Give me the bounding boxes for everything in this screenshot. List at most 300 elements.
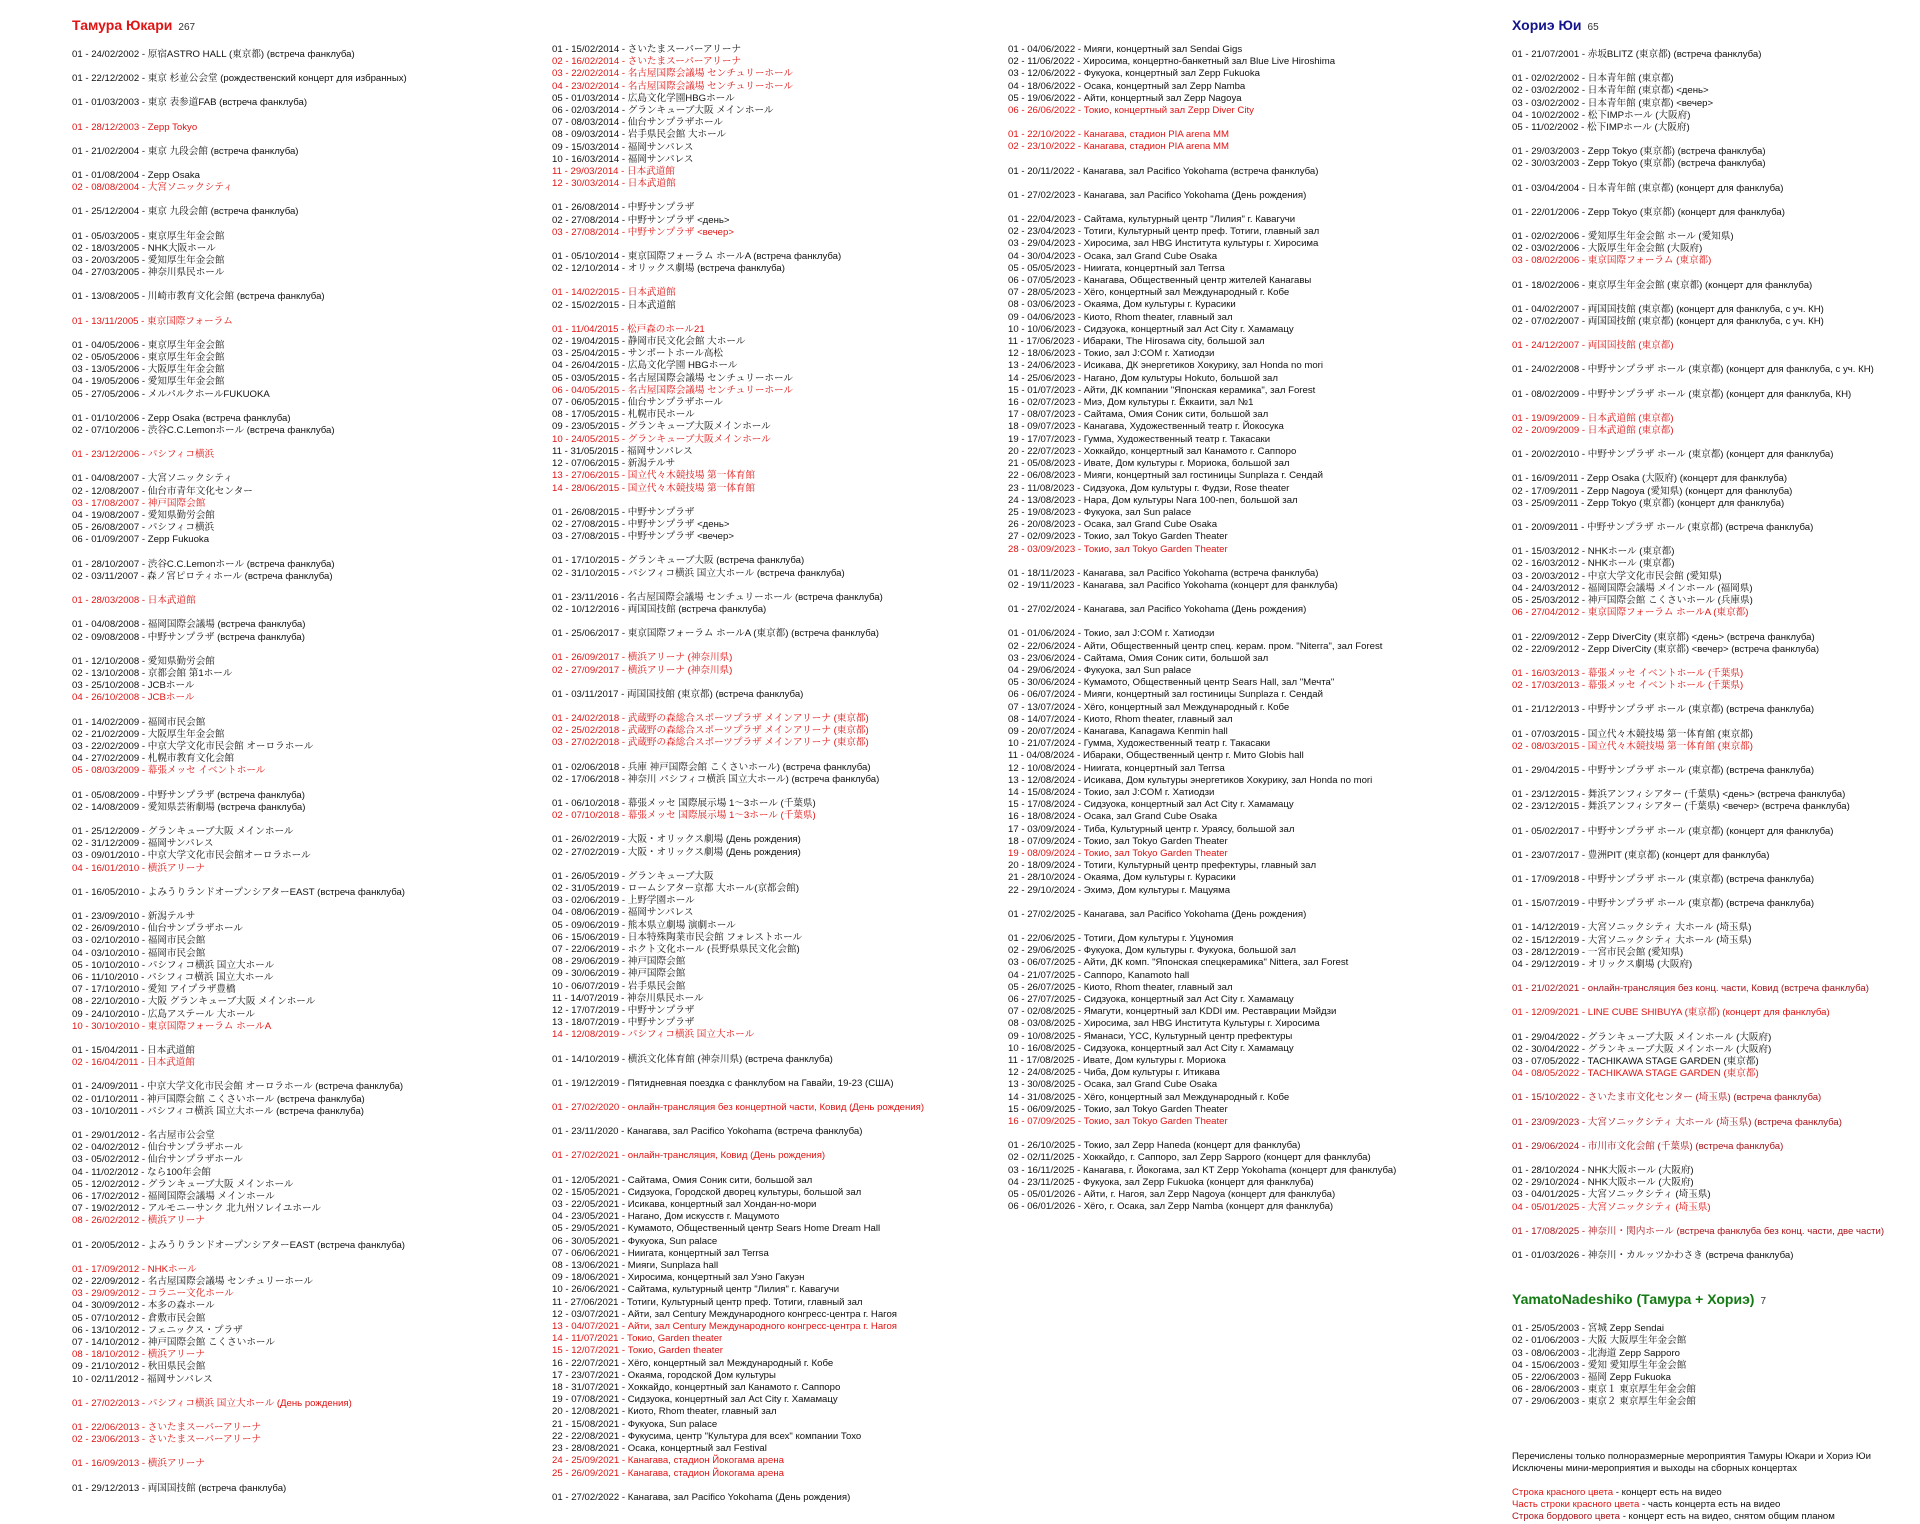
event-group bbox=[552, 834, 1002, 858]
event-group bbox=[1512, 473, 1912, 510]
event-item: 02 - 03/11/2007 - 森ノ宮ピロティホール (встреча фанклуба) bbox=[72, 570, 333, 582]
event-item: 01 - 17/08/2025 - 神奈川・関内ホール (встреча фанклуба без конц. части, две части) bbox=[1512, 1225, 1885, 1237]
event-item: 03 - 23/06/2024 - Сайтама, Омия Соник сити, большой зал bbox=[1008, 652, 1269, 664]
group-gap bbox=[552, 859, 1002, 871]
event-item: 01 - 02/02/2006 - 愛知厚生年金会館 ホール (愛知県) bbox=[1512, 231, 1734, 243]
event-item: 01 - 27/02/2013 - パシフィコ横浜 国立大ホール (День рождения) bbox=[72, 1397, 352, 1409]
event-item: 01 - 01/06/2024 - Токио, зал J:COM г. Хатиодзи bbox=[1008, 628, 1215, 640]
event-group bbox=[72, 97, 542, 109]
event-item: 01 - 22/06/2013 - さいたまスーパーアリーナ bbox=[72, 1422, 262, 1434]
event-group bbox=[1512, 207, 1912, 219]
event-item: 19 - 17/07/2023 - Гумма, Художественный театр г. Такасаки bbox=[1008, 433, 1271, 445]
event-group bbox=[552, 871, 1002, 1042]
group-gap bbox=[1008, 202, 1508, 214]
event-item: 02 - 12/08/2007 - 仙台市青年文化センター bbox=[72, 485, 253, 497]
event-group bbox=[72, 619, 542, 643]
group-gap bbox=[72, 814, 542, 826]
event-item: 06 - 27/07/2025 - Сидзуока, концертный зал Act City г. Хамамацу bbox=[1008, 994, 1294, 1006]
group-gap bbox=[1008, 1128, 1508, 1140]
event-group bbox=[72, 1483, 542, 1495]
event-item: 04 - 05/01/2025 - 大宮ソニックシティ (埼玉県) bbox=[1512, 1201, 1711, 1213]
event-item: 02 - 19/11/2023 - Канагава, зал Pacifico Yokohama (концерт для фанклуба) bbox=[1008, 579, 1338, 591]
event-group bbox=[1512, 522, 1912, 534]
event-item: 01 - 20/02/2010 - 中野サンプラザ ホール (東京都) (концерт для фанклуба) bbox=[1512, 449, 1834, 461]
event-item: 15 - 01/07/2023 - Айти, ДК компании "Японская керамика", зал Forest bbox=[1008, 384, 1316, 396]
event-group bbox=[1512, 1250, 1912, 1262]
event-item: 10 - 16/03/2014 - 福岡サンパレス bbox=[552, 153, 694, 165]
yamato-event-item: 03 - 08/06/2003 - 北海道 Zepp Sapporo bbox=[1512, 1347, 1680, 1359]
event-item: 01 - 14/02/2009 - 福岡市民会館 bbox=[72, 716, 206, 728]
group-gap bbox=[72, 1471, 542, 1483]
event-group bbox=[1512, 668, 1912, 692]
event-item: 01 - 17/10/2015 - グランキューブ大阪 (встреча фанклуба) bbox=[552, 555, 805, 567]
event-item: 01 - 25/12/2009 - グランキューブ大阪 メインホール bbox=[72, 825, 294, 837]
event-item: 02 - 15/05/2021 - Сидзуока, Городской дворец культуры, большой зал bbox=[552, 1186, 862, 1198]
event-item: 13 - 27/06/2015 - 国立代々木競技場 第一体育館 bbox=[552, 470, 756, 482]
event-group bbox=[72, 49, 542, 61]
event-item: 08 - 13/06/2021 - Мияги, Sunplaza hall bbox=[552, 1260, 719, 1272]
event-item: 14 - 12/08/2019 - パシフィコ横浜 国立大ホール bbox=[552, 1029, 755, 1041]
event-item: 05 - 08/03/2009 - 幕張メッセ イベントホール bbox=[72, 765, 266, 777]
event-item: 02 - 31/12/2009 - 福岡サンパレス bbox=[72, 838, 214, 850]
event-item: 09 - 21/10/2012 - 秋田県民会館 bbox=[72, 1361, 206, 1373]
group-gap bbox=[1512, 377, 1912, 389]
event-item: 04 - 16/01/2010 - 横浜アリーナ bbox=[72, 862, 205, 874]
yamato-count: 7 bbox=[1760, 1296, 1767, 1308]
event-item: 02 - 10/12/2016 - 両国国技館 (встреча фанклуба) bbox=[552, 603, 767, 615]
horie-name: Хориэ Юи bbox=[1512, 17, 1582, 33]
event-item: 15 - 06/09/2025 - Токио, зал Tokyo Garden Theater bbox=[1008, 1103, 1228, 1115]
group-gap bbox=[72, 899, 542, 911]
event-item: 03 - 25/04/2015 - サンポートホール高松 bbox=[552, 348, 724, 360]
event-item: 09 - 10/08/2025 - Яманаси, YCC, Культурный центр префектуры bbox=[1008, 1030, 1293, 1042]
event-group bbox=[1512, 1117, 1912, 1129]
event-item: 04 - 24/03/2012 - 福岡国際会議場 メインホール (福岡県) bbox=[1512, 582, 1753, 594]
event-item: 03 - 29/09/2012 - コラニー文化ホール bbox=[72, 1288, 234, 1300]
group-gap bbox=[72, 461, 542, 473]
group-gap bbox=[72, 1252, 542, 1264]
event-item: 01 - 12/09/2021 - LINE CUBE SHIBUYA (東京都) (концерт для фанклуба) bbox=[1512, 1007, 1830, 1019]
event-item: 02 - 19/04/2015 - 静岡市民文化会館 大ホール bbox=[552, 336, 746, 348]
group-gap bbox=[552, 786, 1002, 798]
group-gap bbox=[1008, 178, 1508, 190]
group-gap bbox=[1512, 862, 1912, 874]
event-item: 01 - 01/08/2004 - Zepp Osaka bbox=[72, 170, 200, 182]
event-item: 01 - 26/02/2019 - 大阪・オリックス劇場 (День рождения) bbox=[552, 834, 801, 846]
event-item: 03 - 10/10/2011 - パシフィコ横浜 国立大ホール (встреча фанклуба) bbox=[72, 1105, 364, 1117]
event-group bbox=[72, 717, 542, 778]
event-item: 02 - 15/12/2019 - 大宮ソニックシティ 大ホール (埼玉県) bbox=[1512, 934, 1752, 946]
event-item: 01 - 27/02/2020 - онлайн-трансляция без концертной части, Ковид (День рождения) bbox=[552, 1102, 925, 1114]
group-gap bbox=[1008, 616, 1508, 628]
event-item: 01 - 01/10/2006 - Zepp Osaka (встреча фанклуба) bbox=[72, 412, 291, 424]
event-item: 13 - 04/07/2021 - Айти, зал Century Международного конгресс-центра г. Нагоя bbox=[552, 1321, 897, 1333]
event-item: 02 - 04/02/2012 - 仙台サンプラザホール bbox=[72, 1142, 244, 1154]
event-item: 01 - 04/06/2022 - Мияги, концертный зал Sendai Gigs bbox=[1008, 44, 1243, 55]
event-item: 11 - 17/08/2025 - Ивате, Дом культуры г. Мориока bbox=[1008, 1055, 1226, 1067]
event-item: 02 - 09/08/2008 - 中野サンプラザ (встреча фанклуба) bbox=[72, 631, 305, 643]
event-item: 02 - 05/05/2006 - 東京厚生年金会館 bbox=[72, 352, 225, 364]
group-gap bbox=[1512, 971, 1912, 983]
group-gap bbox=[1512, 717, 1912, 729]
event-item: 04 - 18/06/2022 - Осака, концертный зал Zepp Namba bbox=[1008, 80, 1246, 92]
event-item: 02 - 17/03/2013 - 幕張メッセ イベントホール (千葉県) bbox=[1512, 680, 1744, 692]
event-item: 04 - 23/11/2025 - Фукуока, зал Zepp Fukuoka (концерт для фанклуба) bbox=[1008, 1176, 1314, 1188]
group-gap bbox=[72, 1033, 542, 1045]
event-item: 03 - 22/02/2014 - 名古屋国際会議場 センチュリーホール bbox=[552, 68, 794, 80]
group-gap bbox=[1512, 1080, 1912, 1092]
event-item: 06 - 06/01/2026 - Хёго, г. Осака, зал Zepp Namba (концерт для фанклуба) bbox=[1008, 1201, 1334, 1213]
group-gap bbox=[72, 583, 542, 595]
event-item: 02 - 25/02/2018 - 武蔵野の森総合スポーツプラザ メインアリーナ (東京都) bbox=[552, 725, 869, 737]
event-group bbox=[1512, 73, 1912, 134]
event-group bbox=[1512, 304, 1912, 328]
event-item: 03 - 04/01/2025 - 大宮ソニックシティ (埼玉県) bbox=[1512, 1189, 1711, 1201]
event-item: 09 - 04/06/2023 - Киото, Rhom theater, главный зал bbox=[1008, 311, 1233, 323]
event-item: 05 - 19/06/2022 - Айти, концертный зал Zepp Nagoya bbox=[1008, 92, 1242, 104]
group-gap bbox=[72, 304, 542, 316]
event-group bbox=[552, 1054, 1002, 1066]
event-group bbox=[1512, 1165, 1912, 1214]
event-item: 01 - 22/10/2022 - Канагава, стадион PIA arena MM bbox=[1008, 129, 1230, 141]
event-item: 02 - 27/02/2019 - 大阪・オリックス劇場 (День рождения) bbox=[552, 846, 801, 858]
group-gap bbox=[72, 194, 542, 206]
group-gap bbox=[552, 1090, 1002, 1102]
event-item: 01 - 29/04/2022 - グランキューブ大阪 メインホール (大阪府) bbox=[1512, 1031, 1772, 1043]
group-gap bbox=[1512, 61, 1912, 73]
event-item: 03 - 16/11/2025 - Канагава, г. Йокогама, зал KT Zepp Yokohama (концерт для фанклуба) bbox=[1008, 1164, 1397, 1176]
event-item: 01 - 05/02/2017 - 中野サンプラザ ホール (東京都) (концерт для фанклуба) bbox=[1512, 825, 1834, 837]
event-group bbox=[1008, 190, 1508, 202]
event-item: 02 - 22/06/2024 - Айти, Общественный центр спец. керам. пром. "Niterra", зал Forest bbox=[1008, 640, 1383, 652]
event-item: 18 - 07/09/2024 - Токио, зал Tokyo Garden Theater bbox=[1008, 835, 1228, 847]
event-item: 01 - 27/02/2021 - онлайн-трансляция, Ковид (День рождения) bbox=[552, 1150, 826, 1162]
event-item: 02 - 27/08/2014 - 中野サンプラザ <день> bbox=[552, 214, 730, 226]
event-item: 02 - 08/03/2015 - 国立代々木競技場 第一体育館 (東京都) bbox=[1512, 740, 1753, 752]
event-item: 03 - 13/05/2006 - 大阪厚生年金会館 bbox=[72, 364, 225, 376]
horie-column bbox=[1512, 0, 1912, 1524]
event-item: 04 - 30/09/2012 - 本多の森ホール bbox=[72, 1300, 215, 1312]
group-gap bbox=[72, 61, 542, 73]
event-item: 01 - 26/05/2019 - グランキューブ大阪 bbox=[552, 870, 714, 882]
event-item: 21 - 28/10/2024 - Окаяма, Дом культуры г. Курасики bbox=[1008, 872, 1236, 884]
event-item: 22 - 06/08/2023 - Мияги, концертный зал гостиницы Sunplaza г. Сендай bbox=[1008, 470, 1323, 482]
event-item: 14 - 31/08/2025 - Хёго, концертный зал Международный г. Кобе bbox=[1008, 1091, 1290, 1103]
event-item: 01 - 27/02/2023 - Канагава, зал Pacifico Yokohama (День рождения) bbox=[1008, 189, 1307, 201]
event-item: 01 - 23/12/2006 - パシフィコ横浜 bbox=[72, 449, 215, 461]
event-item: 01 - 27/02/2025 - Канагава, зал Pacifico Yokohama (День рождения) bbox=[1008, 908, 1307, 920]
event-item: 01 - 27/02/2024 - Канагава, зал Pacifico Yokohama (День рождения) bbox=[1008, 604, 1307, 616]
event-group bbox=[72, 1458, 542, 1470]
event-item: 04 - 10/02/2002 - 松下IMPホール (大阪府) bbox=[1512, 109, 1691, 121]
event-item: 03 - 27/08/2014 - 中野サンプラザ <вечер> bbox=[552, 226, 734, 238]
event-item: 06 - 06/07/2024 - Мияги, концертный зал гостиницы Sunplaza г. Сендай bbox=[1008, 689, 1323, 701]
event-item: 05 - 10/10/2010 - パシフィコ横浜 国立大ホール bbox=[72, 959, 275, 971]
event-group bbox=[1008, 933, 1508, 1128]
group-gap bbox=[1512, 328, 1912, 340]
event-item: 07 - 17/10/2010 - 愛知 アイプラザ豊橋 bbox=[72, 984, 236, 996]
group-gap bbox=[72, 607, 542, 619]
event-item: 03 - 27/02/2018 - 武蔵野の森総合スポーツプラザ メインアリーナ (東京都) bbox=[552, 737, 869, 749]
event-item: 01 - 22/06/2025 - Тотиги, Дом культуры г. Уцуномия bbox=[1008, 933, 1234, 944]
group-gap bbox=[1512, 292, 1912, 304]
group-gap bbox=[1512, 437, 1912, 449]
event-group bbox=[1512, 826, 1912, 838]
event-item: 01 - 23/07/2017 - 豊洲PIT (東京都) (концерт для фанклуба) bbox=[1512, 849, 1770, 861]
event-item: 06 - 15/06/2019 - 日本特殊陶業市民会館 フォレストホール bbox=[552, 931, 803, 943]
yamato-list bbox=[1512, 1323, 1912, 1408]
event-group bbox=[1512, 449, 1912, 461]
event-group bbox=[72, 1240, 542, 1252]
event-item: 02 - 23/04/2023 - Тотиги, Культурный центр преф. Тотиги, главный зал bbox=[1008, 226, 1320, 238]
group-gap bbox=[72, 134, 542, 146]
event-item: 01 - 13/08/2005 - 川崎市教育文化会館 (встреча фанклуба) bbox=[72, 291, 325, 303]
group-gap bbox=[72, 158, 542, 170]
group-gap bbox=[1512, 1214, 1912, 1226]
event-item: 04 - 27/03/2005 - 神奈川県民ホール bbox=[72, 267, 225, 279]
event-item: 01 - 04/08/2008 - 福岡国際会議場 (встреча фанклуба) bbox=[72, 619, 306, 631]
event-item: 02 - 01/10/2011 - 神戸国際会館 こくさいホール (встреча фанклуба) bbox=[72, 1093, 365, 1105]
event-item: 16 - 07/09/2025 - Токио, зал Tokyo Garden Theater bbox=[1008, 1116, 1228, 1128]
group-gap bbox=[72, 328, 542, 340]
notes bbox=[1512, 1451, 1912, 1524]
event-item: 01 - 04/05/2006 - 東京厚生年金会館 bbox=[72, 339, 225, 351]
event-item: 05 - 01/03/2014 - 広島文化学園HBGホール bbox=[552, 92, 735, 104]
event-group bbox=[552, 44, 1002, 190]
event-item: 03 - 27/08/2015 - 中野サンプラザ <вечер> bbox=[552, 531, 734, 543]
event-group bbox=[72, 449, 542, 461]
event-item: 01 - 15/03/2012 - NHKホール (東京都) bbox=[1512, 546, 1675, 558]
group-gap bbox=[1512, 352, 1912, 364]
event-item: 09 - 24/10/2010 - 広島アステール 大ホール bbox=[72, 1008, 255, 1020]
event-item: 02 - 31/05/2019 - ロームシアター京都 大ホール(京都会館) bbox=[552, 882, 800, 894]
event-group bbox=[1008, 628, 1508, 896]
event-item: 01 - 22/01/2006 - Zepp Tokyo (東京都) (концерт для фанклуба) bbox=[1512, 206, 1785, 218]
event-item: 12 - 10/08/2024 - Ниигата, концертный зал Terrsa bbox=[1008, 762, 1225, 774]
event-item: 02 - 18/03/2005 - NHK大阪ホール bbox=[72, 242, 216, 254]
event-item: 01 - 18/11/2023 - Канагава, зал Pacifico Yokohama (встреча фанклуба) bbox=[1008, 567, 1319, 579]
event-item: 02 - 03/02/2006 - 大阪厚生年金会館 (大阪府) bbox=[1512, 243, 1703, 255]
event-group bbox=[1512, 850, 1912, 862]
group-gap bbox=[552, 1163, 1002, 1175]
group-gap bbox=[72, 110, 542, 122]
event-item: 03 - 28/12/2019 - 一宮市民会館 (愛知県) bbox=[1512, 946, 1684, 958]
tamura-title bbox=[72, 16, 542, 37]
group-gap bbox=[72, 85, 542, 97]
yamato-name: YamatoNadeshiko (Тамура + Хориэ) bbox=[1512, 1291, 1755, 1308]
event-item: 01 - 29/03/2003 - Zepp Tokyo (東京都) (встреча фанклуба) bbox=[1512, 146, 1766, 158]
event-list bbox=[72, 49, 542, 1495]
event-item: 01 - 29/12/2013 - 両国国技館 (встреча фанклуба) bbox=[72, 1482, 287, 1494]
yamato-title bbox=[1512, 1290, 1912, 1311]
group-gap bbox=[1512, 401, 1912, 413]
event-item: 08 - 18/10/2012 - 横浜アリーナ bbox=[72, 1349, 205, 1361]
group-gap bbox=[72, 1386, 542, 1398]
event-item: 01 - 21/07/2001 - 赤坂BLITZ (東京都) (встреча фанклуба) bbox=[1512, 49, 1762, 60]
event-item: 07 - 08/03/2014 - 仙台サンプラザホール bbox=[552, 117, 724, 129]
event-item: 10 - 26/06/2021 - Сайтама, культурный центр "Лилия" г. Кавагучи bbox=[552, 1284, 840, 1296]
event-item: 02 - 21/02/2009 - 大阪厚生年金会館 bbox=[72, 728, 225, 740]
event-item: 01 - 14/10/2019 - 横浜文化体育館 (神奈川県) (встреча фанклуба) bbox=[552, 1053, 833, 1065]
group-gap bbox=[1512, 886, 1912, 898]
group-gap bbox=[552, 1066, 1002, 1078]
event-item: 03 - 07/05/2022 - TACHIKAWA STAGE GARDEN (東京都) bbox=[1512, 1055, 1759, 1067]
event-item: 03 - 22/05/2021 - Исикава, концертный зал Хондан-но-мори bbox=[552, 1199, 817, 1211]
event-item: 10 - 02/11/2012 - 福岡サンパレス bbox=[72, 1373, 213, 1385]
event-group bbox=[552, 628, 1002, 640]
event-group bbox=[72, 790, 542, 814]
event-item: 22 - 22/08/2021 - Фукусима, центр "Культура для всех" компании Тохо bbox=[552, 1430, 862, 1442]
event-item: 13 - 12/08/2024 - Исикава, Дом культуры энергетиков Хокурику, зал Honda no mori bbox=[1008, 774, 1373, 786]
event-item: 19 - 08/09/2024 - Токио, зал Tokyo Garden Theater bbox=[1008, 847, 1228, 859]
event-item: 01 - 15/07/2019 - 中野サンプラザ ホール (東京都) (встреча фанклуба) bbox=[1512, 898, 1815, 910]
event-item: 01 - 07/03/2015 - 国立代々木競技場 第一体育館 (東京都) bbox=[1512, 728, 1753, 740]
event-item: 01 - 21/02/2004 - 東京 九段会館 (встреча фанклуба) bbox=[72, 145, 299, 157]
event-group bbox=[1512, 983, 1912, 995]
event-group bbox=[72, 1081, 542, 1118]
event-item: 17 - 08/07/2023 - Сайтама, Омия Соник сити, большой зал bbox=[1008, 409, 1269, 421]
event-item: 11 - 29/03/2014 - 日本武道館 bbox=[552, 166, 675, 178]
event-group bbox=[552, 762, 1002, 786]
event-item: 01 - 20/09/2011 - 中野サンプラザ ホール (東京都) (встреча фанклуба) bbox=[1512, 522, 1814, 534]
event-group bbox=[552, 1102, 1002, 1114]
event-item: 05 - 26/07/2025 - Киото, Rhom theater, главный зал bbox=[1008, 981, 1233, 993]
event-item: 18 - 31/07/2021 - Хоккайдо, концертный зал Канамото г. Саппоро bbox=[552, 1382, 841, 1394]
event-group bbox=[1512, 49, 1912, 61]
event-item: 04 - 26/04/2015 - 広島文化学園 HBGホール bbox=[552, 360, 738, 372]
event-item: 07 - 14/10/2012 - 神戸国際会館 こくさいホール bbox=[72, 1337, 275, 1349]
event-item: 02 - 11/06/2022 - Хиросима, концертно-банкетный зал Blue Live Hiroshima bbox=[1008, 56, 1336, 68]
event-item: 02 - 27/08/2015 - 中野サンプラザ <день> bbox=[552, 518, 730, 530]
event-group bbox=[1512, 789, 1912, 813]
event-item: 01 - 26/08/2015 - 中野サンプラザ bbox=[552, 506, 695, 518]
event-item: 03 - 25/10/2008 - JCBホール bbox=[72, 680, 195, 692]
group-gap bbox=[1512, 692, 1912, 704]
group-gap bbox=[1512, 777, 1912, 789]
event-item: 01 - 24/12/2007 - 両国国技館 (東京都) bbox=[1512, 340, 1674, 352]
event-group bbox=[1512, 389, 1912, 401]
event-item: 05 - 27/05/2006 - メルパルクホールFUKUOKA bbox=[72, 388, 270, 400]
group-gap bbox=[552, 677, 1002, 689]
event-item: 24 - 25/09/2021 - Канагава, стадион Йокогама арена bbox=[552, 1455, 784, 1467]
event-item: 06 - 11/10/2010 - パシフィコ横浜 国立大ホール bbox=[72, 971, 274, 983]
group-gap bbox=[72, 547, 542, 559]
event-item: 01 - 24/02/2002 - 原宿ASTRO HALL (東京都) (встреча фанклуба) bbox=[72, 49, 355, 60]
event-item: 11 - 17/06/2023 - Ибараки, The Hirosawa city, большой зал bbox=[1008, 336, 1265, 348]
event-group bbox=[1008, 1140, 1508, 1213]
event-item: 07 - 06/05/2015 - 仙台サンプラザホール bbox=[552, 397, 724, 409]
event-item: 03 - 20/03/2012 - 中京大学文化市民会館 (愛知県) bbox=[1512, 570, 1722, 582]
event-item: 20 - 22/07/2023 - Хоккайдо, концертный зал Канамото г. Саппоро bbox=[1008, 445, 1297, 457]
event-item: 01 - 17/09/2012 - NHKホール bbox=[72, 1263, 197, 1275]
group-gap bbox=[72, 1069, 542, 1081]
event-item: 11 - 27/06/2021 - Тотиги, Культурный центр преф. Тотиги, главный зал bbox=[552, 1296, 863, 1308]
event-item: 05 - 05/05/2023 - Ниигата, концертный зал Terrsa bbox=[1008, 262, 1225, 274]
event-item: 05 - 11/02/2002 - 松下IMPホール (大阪府) bbox=[1512, 122, 1690, 134]
tamura-count: 267 bbox=[178, 22, 196, 33]
event-item: 01 - 28/12/2003 - Zepp Tokyo bbox=[72, 121, 198, 133]
event-item: 01 - 26/09/2017 - 横浜アリーナ (神奈川県) bbox=[552, 652, 733, 664]
event-item: 07 - 19/02/2012 - アルモニーサンク 北九州ソレイユホール bbox=[72, 1203, 321, 1215]
event-group bbox=[1512, 183, 1912, 195]
event-item: 01 - 21/12/2013 - 中野サンプラザ ホール (東京都) (встреча фанклуба) bbox=[1512, 704, 1815, 716]
event-item: 01 - 15/04/2011 - 日本武道館 bbox=[72, 1044, 195, 1056]
group-gap bbox=[1512, 1238, 1912, 1250]
event-item: 06 - 04/05/2015 - 名古屋国際会議場 センチュリーホール bbox=[552, 384, 794, 396]
group-gap bbox=[1512, 814, 1912, 826]
horie-title bbox=[1512, 16, 1912, 37]
group-gap bbox=[72, 1410, 542, 1422]
event-item: 03 - 05/02/2012 - 仙台サンプラザホール bbox=[72, 1154, 244, 1166]
event-item: 02 - 08/08/2004 - 大宮ソニックシティ bbox=[72, 182, 233, 194]
yamato-event-item: 05 - 22/06/2003 - 福岡 Zepp Fukuoka bbox=[1512, 1372, 1671, 1384]
event-item: 09 - 20/07/2024 - Канагава, Kanagawa Kenmin hall bbox=[1008, 725, 1228, 737]
event-item: 04 - 19/05/2006 - 愛知厚生年金会館 bbox=[72, 376, 225, 388]
event-item: 02 - 26/09/2010 - 仙台サンプラザホール bbox=[72, 923, 244, 935]
group-gap bbox=[1008, 921, 1508, 933]
event-item: 01 - 04/08/2007 - 大宮ソニックシティ bbox=[72, 473, 233, 485]
event-group bbox=[1512, 632, 1912, 656]
group-gap bbox=[1512, 995, 1912, 1007]
legend-red-rest: - концерт есть на видео bbox=[1613, 1487, 1722, 1499]
event-item: 19 - 07/08/2021 - Сидзуока, концертный зал Act City г. Хамамацу bbox=[552, 1394, 838, 1406]
group-gap bbox=[552, 640, 1002, 652]
event-item: 13 - 24/06/2023 - Исикава, ДК энергетиков Хокурику, зал Honda no mori bbox=[1008, 360, 1323, 372]
event-item: 09 - 18/06/2021 - Хиросима, концертный зал Уэно Гакуэн bbox=[552, 1272, 805, 1284]
event-item: 02 - 20/09/2009 - 日本武道館 (東京都) bbox=[1512, 425, 1674, 437]
event-item: 03 - 29/04/2023 - Хиросима, зал HBG Института культуры г. Хиросима bbox=[1008, 238, 1319, 250]
event-group bbox=[72, 559, 542, 583]
group-gap bbox=[1512, 656, 1912, 668]
event-item: 03 - 03/02/2002 - 日本青年館 (東京都) <вечер> bbox=[1512, 97, 1714, 109]
event-item: 01 - 19/12/2019 - Пятидневная поездка с фанклубом на Гавайи, 19-23 (США) bbox=[552, 1077, 894, 1089]
event-group bbox=[552, 507, 1002, 544]
group-gap bbox=[1512, 838, 1912, 850]
event-item: 12 - 18/06/2023 - Токио, зал J:COM г. Хатиодзи bbox=[1008, 348, 1215, 360]
event-group bbox=[72, 887, 542, 899]
event-item: 12 - 17/07/2019 - 中野サンプラザ bbox=[552, 1005, 695, 1016]
group-gap bbox=[552, 822, 1002, 834]
group-gap bbox=[1512, 1129, 1912, 1141]
event-item: 01 - 22/09/2012 - Zepp DiverCity (東京都) <день> (встреча фанклуба) bbox=[1512, 631, 1815, 643]
group-gap bbox=[1512, 510, 1912, 522]
event-item: 01 - 20/11/2022 - Канагава, зал Pacifico Yokohama (встреча фанклуба) bbox=[1008, 165, 1319, 177]
event-item: 07 - 28/05/2023 - Хёго, концертный зал Международный г. Кобе bbox=[1008, 287, 1290, 299]
event-item: 02 - 13/10/2008 - 京都会館 第1ホール bbox=[72, 667, 233, 679]
group-gap bbox=[1512, 219, 1912, 231]
event-item: 02 - 12/10/2014 - オリックス劇場 (встреча фанклуба) bbox=[552, 263, 785, 275]
event-item: 02 - 29/06/2025 - Фукуока, Дом культуры г. Фукуока, большой зал bbox=[1008, 945, 1296, 957]
event-item: 01 - 05/08/2009 - 中野サンプラザ (встреча фанклуба) bbox=[72, 789, 305, 801]
group-gap bbox=[72, 705, 542, 717]
event-group bbox=[72, 170, 542, 194]
event-item: 01 - 26/08/2014 - 中野サンプラザ bbox=[552, 202, 695, 214]
event-item: 02 - 30/03/2003 - Zepp Tokyo (東京都) (встреча фанклуба) bbox=[1512, 158, 1766, 170]
event-item: 10 - 06/07/2019 - 岩手県民会館 bbox=[552, 980, 686, 992]
yamato-event-item: 01 - 25/05/2003 - 宮城 Zepp Sendai bbox=[1512, 1323, 1664, 1335]
event-item: 01 - 16/09/2013 - 横浜アリーナ bbox=[72, 1458, 205, 1470]
event-group bbox=[72, 146, 542, 158]
event-item: 02 - 16/03/2012 - NHKホール (東京都) bbox=[1512, 558, 1675, 570]
group-gap bbox=[552, 616, 1002, 628]
event-item: 06 - 02/03/2014 - グランキューブ大阪 メインホール bbox=[552, 105, 774, 117]
event-item: 02 - 03/02/2002 - 日本青年館 (東京都) <день> bbox=[1512, 85, 1709, 97]
event-item: 04 - 08/06/2019 - 福岡サンパレス bbox=[552, 907, 694, 919]
group-gap bbox=[552, 495, 1002, 507]
event-item: 01 - 28/03/2008 - 日本武道館 bbox=[72, 595, 196, 607]
event-group bbox=[552, 713, 1002, 750]
event-item: 04 - 29/06/2024 - Фукуока, зал Sun palace bbox=[1008, 664, 1192, 676]
